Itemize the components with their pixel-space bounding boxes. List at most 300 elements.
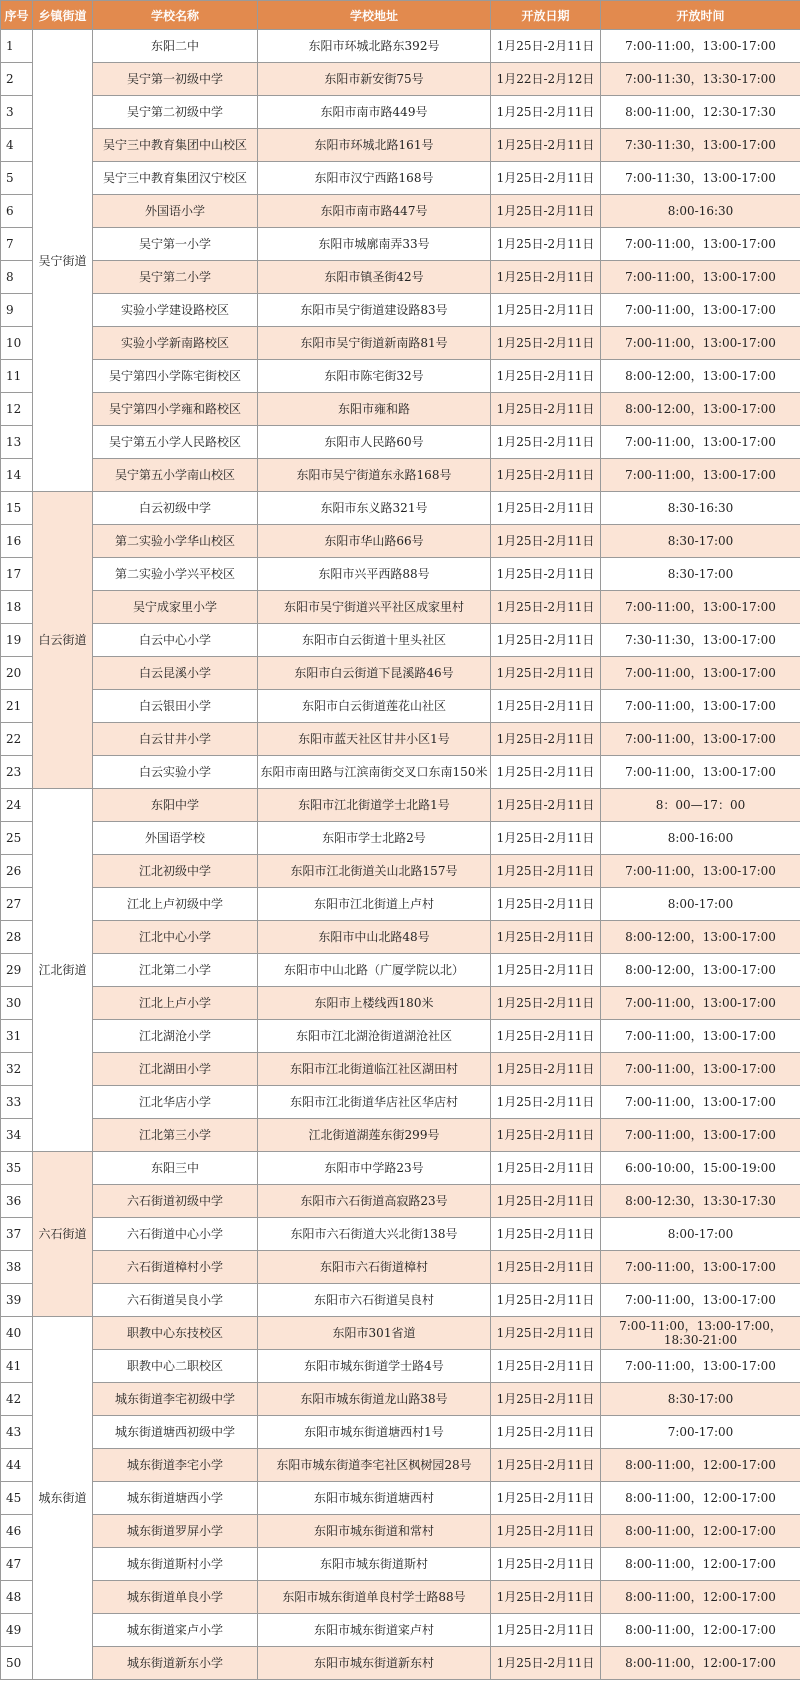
- row-number: 14: [1, 459, 33, 492]
- row-number: 48: [1, 1581, 33, 1614]
- table-row: [1, 1482, 800, 1515]
- district-cell: 吴宁街道: [33, 30, 93, 492]
- row-number: 20: [1, 657, 33, 690]
- open-date-cell: 1月25日-2月11日: [491, 888, 601, 921]
- school-name-cell: 吴宁第五小学人民路校区: [93, 426, 258, 459]
- address-cell: 东阳市吴宁街道东永路168号: [258, 459, 491, 492]
- open-time-cell: 8:00-11:00，12:00-17:00: [601, 1647, 800, 1680]
- row-number: 11: [1, 360, 33, 393]
- open-time-cell: 8:00-12:00，13:00-17:00: [601, 954, 800, 987]
- open-time-cell: 8：00—17：00: [601, 789, 800, 822]
- open-time-cell: 6:00-10:00，15:00-19:00: [601, 1152, 800, 1185]
- school-name-cell: 白云中心小学: [93, 624, 258, 657]
- school-name-cell: 白云甘井小学: [93, 723, 258, 756]
- row-number: 9: [1, 294, 33, 327]
- open-date-cell: 1月25日-2月11日: [491, 1317, 601, 1350]
- table-row: [1, 30, 800, 63]
- header-school-name: 学校名称: [93, 1, 258, 30]
- address-cell: 东阳市吴宁街道新南路81号: [258, 327, 491, 360]
- open-time-cell: 7:00-11:30，13:30-17:00: [601, 63, 800, 96]
- school-name-cell: 城东街道罗屏小学: [93, 1515, 258, 1548]
- school-name-cell: 江北第二小学: [93, 954, 258, 987]
- address-cell: 东阳市南市路447号: [258, 195, 491, 228]
- address-cell: 东阳市城东街道新东村: [258, 1647, 491, 1680]
- row-number: 22: [1, 723, 33, 756]
- open-time-cell: 7:00-11:00，13:00-17:00: [601, 1053, 800, 1086]
- address-cell: 东阳市城廓南弄33号: [258, 228, 491, 261]
- open-time-cell: 7:00-11:00，13:00-17:00: [601, 1119, 800, 1152]
- row-number: 45: [1, 1482, 33, 1515]
- address-cell: 东阳市雍和路: [258, 393, 491, 426]
- row-number: 17: [1, 558, 33, 591]
- table-row: [1, 1350, 800, 1383]
- table-row: [1, 822, 800, 855]
- table-row: [1, 1284, 800, 1317]
- table-row: [1, 855, 800, 888]
- address-cell: 东阳市华山路66号: [258, 525, 491, 558]
- school-name-cell: 吴宁成家里小学: [93, 591, 258, 624]
- row-number: 24: [1, 789, 33, 822]
- row-number: 34: [1, 1119, 33, 1152]
- open-time-cell: 7:00-11:00，13:00-17:00: [601, 987, 800, 1020]
- table-row: [1, 690, 800, 723]
- row-number: 47: [1, 1548, 33, 1581]
- school-name-cell: 六石街道吴良小学: [93, 1284, 258, 1317]
- row-number: 37: [1, 1218, 33, 1251]
- school-name-cell: 外国语小学: [93, 195, 258, 228]
- open-date-cell: 1月25日-2月11日: [491, 1416, 601, 1449]
- table-row: [1, 1317, 800, 1350]
- header-no: 序号: [1, 1, 33, 30]
- table-row: [1, 1548, 800, 1581]
- open-time-cell: 7:00-11:00，13:00-17:00: [601, 1284, 800, 1317]
- open-date-cell: 1月25日-2月11日: [491, 492, 601, 525]
- school-name-cell: 江北湖田小学: [93, 1053, 258, 1086]
- row-number: 16: [1, 525, 33, 558]
- open-date-cell: 1月25日-2月11日: [491, 822, 601, 855]
- open-time-cell: 8:00-12:00，13:00-17:00: [601, 360, 800, 393]
- school-name-cell: 吴宁第一初级中学: [93, 63, 258, 96]
- row-number: 35: [1, 1152, 33, 1185]
- open-date-cell: 1月25日-2月11日: [491, 624, 601, 657]
- open-time-cell: 7:00-11:00，13:00-17:00，18:30-21:00: [601, 1317, 800, 1350]
- school-name-cell: 城东街道新东小学: [93, 1647, 258, 1680]
- district-cell: 城东街道: [33, 1317, 93, 1680]
- open-date-cell: 1月25日-2月11日: [491, 1119, 601, 1152]
- row-number: 23: [1, 756, 33, 789]
- open-time-cell: 7:00-11:00，13:00-17:00: [601, 294, 800, 327]
- address-cell: 东阳市城东街道斯村: [258, 1548, 491, 1581]
- table-row: [1, 1647, 800, 1680]
- open-time-cell: 7:00-11:30，13:00-17:00: [601, 162, 800, 195]
- row-number: 40: [1, 1317, 33, 1350]
- school-name-cell: 城东街道斯村小学: [93, 1548, 258, 1581]
- address-cell: 东阳市江北街道上卢村: [258, 888, 491, 921]
- school-name-cell: 城东街道塘西小学: [93, 1482, 258, 1515]
- header-district: 乡镇街道: [33, 1, 93, 30]
- open-date-cell: 1月25日-2月11日: [491, 921, 601, 954]
- header-row: [1, 1, 800, 30]
- row-number: 30: [1, 987, 33, 1020]
- open-date-cell: 1月25日-2月11日: [491, 1251, 601, 1284]
- school-name-cell: 江北第三小学: [93, 1119, 258, 1152]
- table-row: [1, 63, 800, 96]
- row-number: 25: [1, 822, 33, 855]
- open-time-cell: 7:00-11:00，13:00-17:00: [601, 591, 800, 624]
- address-cell: 东阳市中山北路（广厦学院以北）: [258, 954, 491, 987]
- open-date-cell: 1月25日-2月11日: [491, 426, 601, 459]
- open-time-cell: 8:00-17:00: [601, 888, 800, 921]
- open-date-cell: 1月25日-2月11日: [491, 591, 601, 624]
- table-row: [1, 921, 800, 954]
- school-name-cell: 城东街道单良小学: [93, 1581, 258, 1614]
- row-number: 33: [1, 1086, 33, 1119]
- open-time-cell: 8:00-11:00，12:00-17:00: [601, 1515, 800, 1548]
- address-cell: 东阳市蓝天社区甘井小区1号: [258, 723, 491, 756]
- row-number: 15: [1, 492, 33, 525]
- table-row: [1, 1416, 800, 1449]
- open-date-cell: 1月25日-2月11日: [491, 1482, 601, 1515]
- address-cell: 东阳市六石街道高寂路23号: [258, 1185, 491, 1218]
- address-cell: 东阳市六石街道吴良村: [258, 1284, 491, 1317]
- school-name-cell: 职教中心东技校区: [93, 1317, 258, 1350]
- school-name-cell: 江北中心小学: [93, 921, 258, 954]
- open-time-cell: 7:30-11:30，13:00-17:00: [601, 624, 800, 657]
- table-row: [1, 492, 800, 525]
- open-date-cell: 1月25日-2月11日: [491, 1383, 601, 1416]
- open-date-cell: 1月25日-2月11日: [491, 855, 601, 888]
- open-time-cell: 8:30-17:00: [601, 525, 800, 558]
- school-name-cell: 城东街道寀卢小学: [93, 1614, 258, 1647]
- open-date-cell: 1月25日-2月11日: [491, 162, 601, 195]
- table-row: [1, 888, 800, 921]
- table-row: [1, 96, 800, 129]
- open-date-cell: 1月25日-2月11日: [491, 690, 601, 723]
- school-name-cell: 职教中心二职校区: [93, 1350, 258, 1383]
- header-open-time: 开放时间: [601, 1, 800, 30]
- open-time-cell: 8:00-12:00，13:00-17:00: [601, 393, 800, 426]
- row-number: 3: [1, 96, 33, 129]
- open-date-cell: 1月25日-2月11日: [491, 261, 601, 294]
- open-date-cell: 1月25日-2月11日: [491, 789, 601, 822]
- address-cell: 东阳市白云街道莲花山社区: [258, 690, 491, 723]
- school-name-cell: 吴宁三中教育集团中山校区: [93, 129, 258, 162]
- address-cell: 东阳市白云街道十里头社区: [258, 624, 491, 657]
- open-time-cell: 8:00-12:00，13:00-17:00: [601, 921, 800, 954]
- school-name-cell: 东阳三中: [93, 1152, 258, 1185]
- open-time-cell: 8:30-17:00: [601, 1383, 800, 1416]
- school-name-cell: 吴宁第二小学: [93, 261, 258, 294]
- row-number: 19: [1, 624, 33, 657]
- address-cell: 东阳市城东街道学士路4号: [258, 1350, 491, 1383]
- header-open-date: 开放日期: [491, 1, 601, 30]
- table-row: [1, 954, 800, 987]
- table-row: [1, 294, 800, 327]
- district-cell: 江北街道: [33, 789, 93, 1152]
- school-name-cell: 实验小学建设路校区: [93, 294, 258, 327]
- open-date-cell: 1月25日-2月11日: [491, 1086, 601, 1119]
- school-name-cell: 六石街道初级中学: [93, 1185, 258, 1218]
- row-number: 36: [1, 1185, 33, 1218]
- school-name-cell: 江北上卢小学: [93, 987, 258, 1020]
- table-row: [1, 525, 800, 558]
- school-name-cell: 吴宁三中教育集团汉宁校区: [93, 162, 258, 195]
- address-cell: 东阳市吴宁街道建设路83号: [258, 294, 491, 327]
- open-time-cell: 7:00-11:00，13:00-17:00: [601, 261, 800, 294]
- open-date-cell: 1月25日-2月11日: [491, 1647, 601, 1680]
- school-name-cell: 江北华店小学: [93, 1086, 258, 1119]
- open-time-cell: 7:00-11:00，13:00-17:00: [601, 657, 800, 690]
- table-row: [1, 162, 800, 195]
- open-date-cell: 1月25日-2月11日: [491, 360, 601, 393]
- address-cell: 东阳市镇圣街42号: [258, 261, 491, 294]
- open-date-cell: 1月25日-2月11日: [491, 294, 601, 327]
- open-time-cell: 8:00-12:30，13:30-17:30: [601, 1185, 800, 1218]
- open-date-cell: 1月25日-2月11日: [491, 987, 601, 1020]
- open-time-cell: 8:00-11:00，12:00-17:00: [601, 1548, 800, 1581]
- school-name-cell: 白云昆溪小学: [93, 657, 258, 690]
- address-cell: 东阳市南田路与江滨南街交叉口东南150米: [258, 756, 491, 789]
- table-row: [1, 360, 800, 393]
- row-number: 8: [1, 261, 33, 294]
- open-date-cell: 1月25日-2月11日: [491, 657, 601, 690]
- address-cell: 东阳市学士北路2号: [258, 822, 491, 855]
- school-name-cell: 城东街道塘西初级中学: [93, 1416, 258, 1449]
- open-date-cell: 1月25日-2月11日: [491, 1218, 601, 1251]
- address-cell: 东阳市城东街道龙山路38号: [258, 1383, 491, 1416]
- row-number: 41: [1, 1350, 33, 1383]
- row-number: 42: [1, 1383, 33, 1416]
- open-date-cell: 1月25日-2月11日: [491, 195, 601, 228]
- table-row: [1, 393, 800, 426]
- open-date-cell: 1月25日-2月11日: [491, 1350, 601, 1383]
- school-name-cell: 第二实验小学华山校区: [93, 525, 258, 558]
- school-name-cell: 江北初级中学: [93, 855, 258, 888]
- address-cell: 江北街道湖莲东街299号: [258, 1119, 491, 1152]
- open-date-cell: 1月25日-2月11日: [491, 558, 601, 591]
- address-cell: 东阳市六石街道大兴北街138号: [258, 1218, 491, 1251]
- address-cell: 东阳市人民路60号: [258, 426, 491, 459]
- table-row: [1, 1152, 800, 1185]
- row-number: 31: [1, 1020, 33, 1053]
- open-time-cell: 8:00-11:00，12:00-17:00: [601, 1482, 800, 1515]
- address-cell: 东阳市城东街道单良村学士路88号: [258, 1581, 491, 1614]
- open-time-cell: 8:30-16:30: [601, 492, 800, 525]
- row-number: 21: [1, 690, 33, 723]
- school-name-cell: 城东街道李宅初级中学: [93, 1383, 258, 1416]
- address-cell: 东阳市城东街道塘西村1号: [258, 1416, 491, 1449]
- row-number: 7: [1, 228, 33, 261]
- school-name-cell: 吴宁第一小学: [93, 228, 258, 261]
- table-row: [1, 624, 800, 657]
- address-cell: 东阳市城东街道寀卢村: [258, 1614, 491, 1647]
- school-name-cell: 白云银田小学: [93, 690, 258, 723]
- open-time-cell: 8:00-16:30: [601, 195, 800, 228]
- open-date-cell: 1月25日-2月11日: [491, 525, 601, 558]
- row-number: 5: [1, 162, 33, 195]
- open-date-cell: 1月25日-2月11日: [491, 459, 601, 492]
- open-date-cell: 1月25日-2月11日: [491, 1284, 601, 1317]
- open-time-cell: 7:30-11:30，13:00-17:00: [601, 129, 800, 162]
- row-number: 39: [1, 1284, 33, 1317]
- open-time-cell: 8:00-17:00: [601, 1218, 800, 1251]
- school-name-cell: 吴宁第四小学陈宅街校区: [93, 360, 258, 393]
- open-date-cell: 1月25日-2月11日: [491, 393, 601, 426]
- address-cell: 东阳市江北街道临江社区湖田村: [258, 1053, 491, 1086]
- school-name-cell: 第二实验小学兴平校区: [93, 558, 258, 591]
- school-name-cell: 东阳中学: [93, 789, 258, 822]
- open-time-cell: 7:00-11:00，13:00-17:00: [601, 459, 800, 492]
- open-date-cell: 1月25日-2月11日: [491, 1614, 601, 1647]
- address-cell: 东阳市吴宁街道兴平社区成家里村: [258, 591, 491, 624]
- district-cell: 白云街道: [33, 492, 93, 789]
- open-time-cell: 7:00-11:00，13:00-17:00: [601, 723, 800, 756]
- open-time-cell: 8:00-11:00，12:00-17:00: [601, 1581, 800, 1614]
- table-row: [1, 1515, 800, 1548]
- open-time-cell: 8:00-11:00，12:00-17:00: [601, 1449, 800, 1482]
- open-time-cell: 8:00-16:00: [601, 822, 800, 855]
- open-time-cell: 7:00-11:00，13:00-17:00: [601, 690, 800, 723]
- open-date-cell: 1月25日-2月11日: [491, 756, 601, 789]
- school-name-cell: 吴宁第四小学雍和路校区: [93, 393, 258, 426]
- row-number: 27: [1, 888, 33, 921]
- open-time-cell: 7:00-11:00，13:00-17:00: [601, 1020, 800, 1053]
- open-time-cell: 7:00-11:00，13:00-17:00: [601, 327, 800, 360]
- table-row: [1, 195, 800, 228]
- table-row: [1, 1581, 800, 1614]
- header-address: 学校地址: [258, 1, 491, 30]
- school-name-cell: 白云实验小学: [93, 756, 258, 789]
- address-cell: 东阳市六石街道樟村: [258, 1251, 491, 1284]
- row-number: 4: [1, 129, 33, 162]
- row-number: 18: [1, 591, 33, 624]
- table-row: [1, 1119, 800, 1152]
- row-number: 28: [1, 921, 33, 954]
- open-date-cell: 1月25日-2月11日: [491, 1515, 601, 1548]
- open-time-cell: 7:00-11:00，13:00-17:00: [601, 1350, 800, 1383]
- address-cell: 东阳市301省道: [258, 1317, 491, 1350]
- table-body: [1, 30, 800, 1680]
- address-cell: 东阳市白云街道下昆溪路46号: [258, 657, 491, 690]
- open-date-cell: 1月25日-2月11日: [491, 1581, 601, 1614]
- row-number: 2: [1, 63, 33, 96]
- open-date-cell: 1月25日-2月11日: [491, 1053, 601, 1086]
- school-name-cell: 白云初级中学: [93, 492, 258, 525]
- open-time-cell: 7:00-11:00，13:00-17:00: [601, 756, 800, 789]
- address-cell: 东阳市城东街道塘西村: [258, 1482, 491, 1515]
- table-row: [1, 1449, 800, 1482]
- address-cell: 东阳市江北街道关山北路157号: [258, 855, 491, 888]
- table-row: [1, 261, 800, 294]
- open-time-cell: 8:00-11:00，12:00-17:00: [601, 1614, 800, 1647]
- row-number: 6: [1, 195, 33, 228]
- row-number: 50: [1, 1647, 33, 1680]
- school-name-cell: 外国语学校: [93, 822, 258, 855]
- school-name-cell: 吴宁第五小学南山校区: [93, 459, 258, 492]
- open-date-cell: 1月25日-2月11日: [491, 1152, 601, 1185]
- row-number: 12: [1, 393, 33, 426]
- open-date-cell: 1月25日-2月11日: [491, 723, 601, 756]
- address-cell: 东阳市江北街道华店社区华店村: [258, 1086, 491, 1119]
- table-row: [1, 756, 800, 789]
- row-number: 26: [1, 855, 33, 888]
- table-row: [1, 1614, 800, 1647]
- table-row: [1, 1053, 800, 1086]
- address-cell: 东阳市上楼线西180米: [258, 987, 491, 1020]
- table-row: [1, 789, 800, 822]
- table-row: [1, 558, 800, 591]
- row-number: 44: [1, 1449, 33, 1482]
- open-time-cell: 7:00-17:00: [601, 1416, 800, 1449]
- school-name-cell: 六石街道中心小学: [93, 1218, 258, 1251]
- address-cell: 东阳市中山北路48号: [258, 921, 491, 954]
- open-time-cell: 7:00-11:00，13:00-17:00: [601, 855, 800, 888]
- table-row: [1, 228, 800, 261]
- open-time-cell: 8:00-11:00，12:30-17:30: [601, 96, 800, 129]
- row-number: 29: [1, 954, 33, 987]
- address-cell: 东阳市南市路449号: [258, 96, 491, 129]
- address-cell: 东阳市陈宅街32号: [258, 360, 491, 393]
- table-row: [1, 1218, 800, 1251]
- address-cell: 东阳市城东街道和常村: [258, 1515, 491, 1548]
- address-cell: 东阳市东义路321号: [258, 492, 491, 525]
- open-time-cell: 7:00-11:00，13:00-17:00: [601, 1251, 800, 1284]
- table-row: [1, 1383, 800, 1416]
- row-number: 43: [1, 1416, 33, 1449]
- open-date-cell: 1月25日-2月11日: [491, 327, 601, 360]
- open-date-cell: 1月25日-2月11日: [491, 1449, 601, 1482]
- row-number: 13: [1, 426, 33, 459]
- row-number: 46: [1, 1515, 33, 1548]
- open-date-cell: 1月25日-2月11日: [491, 129, 601, 162]
- open-time-cell: 8:30-17:00: [601, 558, 800, 591]
- open-date-cell: 1月25日-2月11日: [491, 954, 601, 987]
- open-time-cell: 7:00-11:00，13:00-17:00: [601, 30, 800, 63]
- district-cell: 六石街道: [33, 1152, 93, 1317]
- open-time-cell: 7:00-11:00，13:00-17:00: [601, 1086, 800, 1119]
- row-number: 38: [1, 1251, 33, 1284]
- row-number: 32: [1, 1053, 33, 1086]
- address-cell: 东阳市中学路23号: [258, 1152, 491, 1185]
- table-row: [1, 1020, 800, 1053]
- school-name-cell: 实验小学新南路校区: [93, 327, 258, 360]
- address-cell: 东阳市兴平西路88号: [258, 558, 491, 591]
- school-name-cell: 江北上卢初级中学: [93, 888, 258, 921]
- open-time-cell: 7:00-11:00，13:00-17:00: [601, 426, 800, 459]
- row-number: 49: [1, 1614, 33, 1647]
- open-date-cell: 1月25日-2月11日: [491, 228, 601, 261]
- open-date-cell: 1月22日-2月12日: [491, 63, 601, 96]
- table-row: [1, 426, 800, 459]
- table-row: [1, 1086, 800, 1119]
- open-date-cell: 1月25日-2月11日: [491, 30, 601, 63]
- school-name-cell: 东阳二中: [93, 30, 258, 63]
- address-cell: 东阳市江北街道学士北路1号: [258, 789, 491, 822]
- school-name-cell: 城东街道李宅小学: [93, 1449, 258, 1482]
- table-row: [1, 723, 800, 756]
- table-row: [1, 591, 800, 624]
- open-date-cell: 1月25日-2月11日: [491, 1185, 601, 1218]
- table-row: [1, 129, 800, 162]
- address-cell: 东阳市汉宁西路168号: [258, 162, 491, 195]
- table-row: [1, 1185, 800, 1218]
- address-cell: 东阳市江北湖沧街道湖沧社区: [258, 1020, 491, 1053]
- table-row: [1, 657, 800, 690]
- table-row: [1, 459, 800, 492]
- table-row: [1, 327, 800, 360]
- address-cell: 东阳市环城北路161号: [258, 129, 491, 162]
- school-name-cell: 六石街道樟村小学: [93, 1251, 258, 1284]
